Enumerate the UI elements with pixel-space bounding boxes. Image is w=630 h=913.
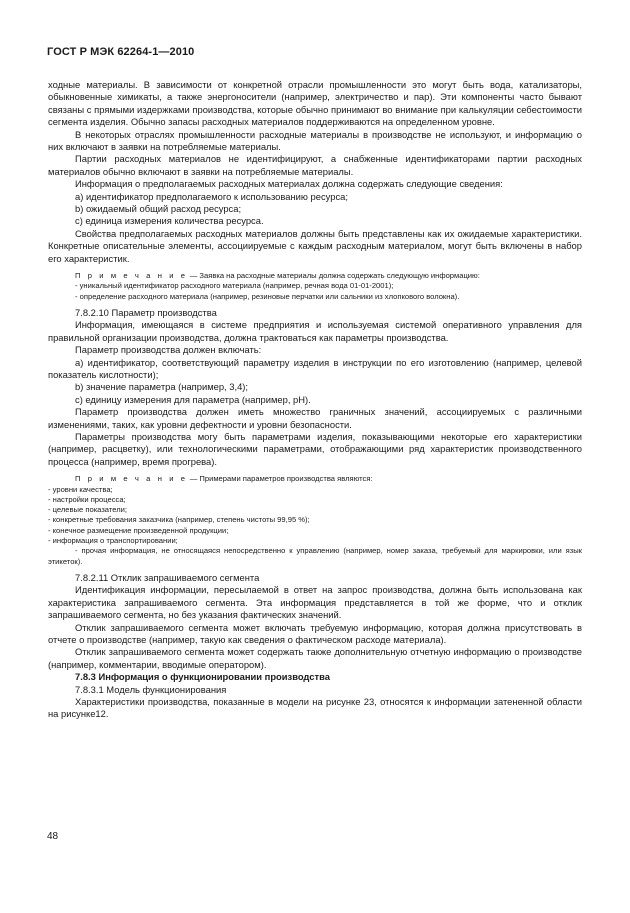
- paragraph: Параметры производства могу быть параметрами изделия, показывающими некоторые его характеристики (например, расцветку), или технологическими параметрами, отображающими ряд характеристик производственного процесса (например, время прогрева).: [48, 431, 582, 467]
- standard-header: ГОСТ Р МЭК 62264-1—2010: [47, 46, 195, 58]
- paragraph: Отклик запрашиваемого сегмента может включать требуемую информацию, которая должна присутствовать в отчете о производстве (например, такую как сведения о фактическом расходе материала).: [48, 621, 582, 645]
- document-body: [48, 79, 582, 721]
- note-item: - конечное размещение произведенной продукции;: [48, 525, 229, 535]
- paragraph: Характеристики производства, показанные в модели на рисунке 23, относятся к информации затененной области на рисунке12.: [48, 696, 582, 720]
- list-item: b) значение параметра (например, 3,4);: [75, 381, 249, 393]
- note-intro: — Заявка на расходные материалы должна содержать следующую информацию:: [187, 271, 480, 281]
- note-item: - прочая информация, не относящаяся непосредственно к управлению (например, номер заказа, требуемый для маркировки, или язык этикеток).: [48, 546, 582, 566]
- section-heading: 7.8.2.10 Параметр производства: [75, 306, 217, 318]
- page-number: 48: [47, 831, 59, 842]
- note-item: - конкретные требования заказчика (например, степень чистоты 99,95 %);: [48, 515, 310, 525]
- note-item: - целевые показатели;: [48, 505, 127, 515]
- paragraph: Информация, имеющаяся в системе предприятия и используемая системой оперативного управления для правильной организации производства, должна трактоваться как параметры производства.: [48, 319, 582, 343]
- note-item: - уровни качества;: [48, 484, 113, 494]
- subsection-heading: 7.8.3.1 Модель функционирования: [75, 683, 227, 695]
- list-item: b) ожидаемый общий расход ресурса;: [75, 203, 242, 215]
- list-item: c) единицу измерения для параметра (например, рН).: [75, 393, 311, 405]
- list-item: а) идентификатор предполагаемого к использованию ресурса;: [75, 190, 348, 202]
- paragraph: ходные материалы. В зависимости от конкретной отрасли промышленности это могут быть вода, катализаторы, обыкновенные химикаты, а также энергоносители (например, электричество и пар). Эти компоненты часто бывают связаны с прямыми издержками производства, которые обычно принимают во внимание при калькуляции себестоимости сегмента изделия. Обычно запасы расходных материалов поддерживаются на определенном уровне.: [48, 79, 582, 128]
- note-item: - настройки процесса;: [48, 494, 126, 504]
- paragraph: В некоторых отраслях промышленности расходные материалы в производстве не используют, и информацию о них включают в заявки на потребляемые материалы.: [48, 128, 582, 153]
- note-label: П р и м е ч а н и е: [75, 271, 188, 281]
- note-item: - информация о транспортировании;: [48, 536, 178, 546]
- paragraph: Информация о предполагаемых расходных материалах должна содержать следующие сведения:: [75, 178, 503, 190]
- section-heading: 7.8.2.11 Отклик запрашиваемого сегмента: [75, 571, 260, 583]
- note-item: - уникальный идентификатор расходного материала (например, речная вода 01-01-2001);: [75, 281, 394, 291]
- paragraph: Свойства предполагаемых расходных материалов должны быть представлены как их ожидаемые характеристики. Конкретные описательные элементы, ассоциируемые с каждым расходным материалом, могут быть включены в набор его характеристик.: [48, 227, 582, 264]
- paragraph: Параметр производства должен включать:: [75, 344, 262, 356]
- list-item: а) идентификатор, соответствующий параметру изделия в инструкции по его изготовлению (например, целевой показатель кислотности);: [48, 356, 582, 381]
- list-item: c) единица измерения количества ресурса.: [75, 215, 264, 227]
- section-heading-bold: 7.8.3 Информация о функционировании производства: [75, 671, 330, 683]
- note-intro: — Примерами параметров производства являются:: [187, 474, 373, 484]
- paragraph: Параметр производства должен иметь множество граничных значений, ассоциируемых с различными изменениями, таких, как уровни дефектности и уровни безопасности.: [48, 406, 582, 430]
- note-1: [48, 271, 582, 281]
- note-2: [48, 474, 582, 484]
- paragraph: Отклик запрашиваемого сегмента может содержать также дополнительную отчетную информацию о производстве (например, комментарии, вводимые оператором).: [48, 646, 582, 670]
- note-label: П р и м е ч а н и е: [75, 474, 188, 484]
- note-item: - определение расходного материала (например, резиновые перчатки или сальники из хлопкового волокна).: [75, 291, 460, 301]
- paragraph: Идентификация информации, пересылаемой в ответ на запрос производства, должна быть использована как характеристика запрашиваемого сегмента. Эта информация представляется в той же форме, что и отклик запрашиваемого сегмента, но без указания фактических значений.: [48, 584, 582, 621]
- paragraph: Партии расходных материалов не идентифицируют, а снабженные идентификаторами партии расходных материалов обычно включают в заявки на потребляемые материалы.: [48, 153, 582, 177]
